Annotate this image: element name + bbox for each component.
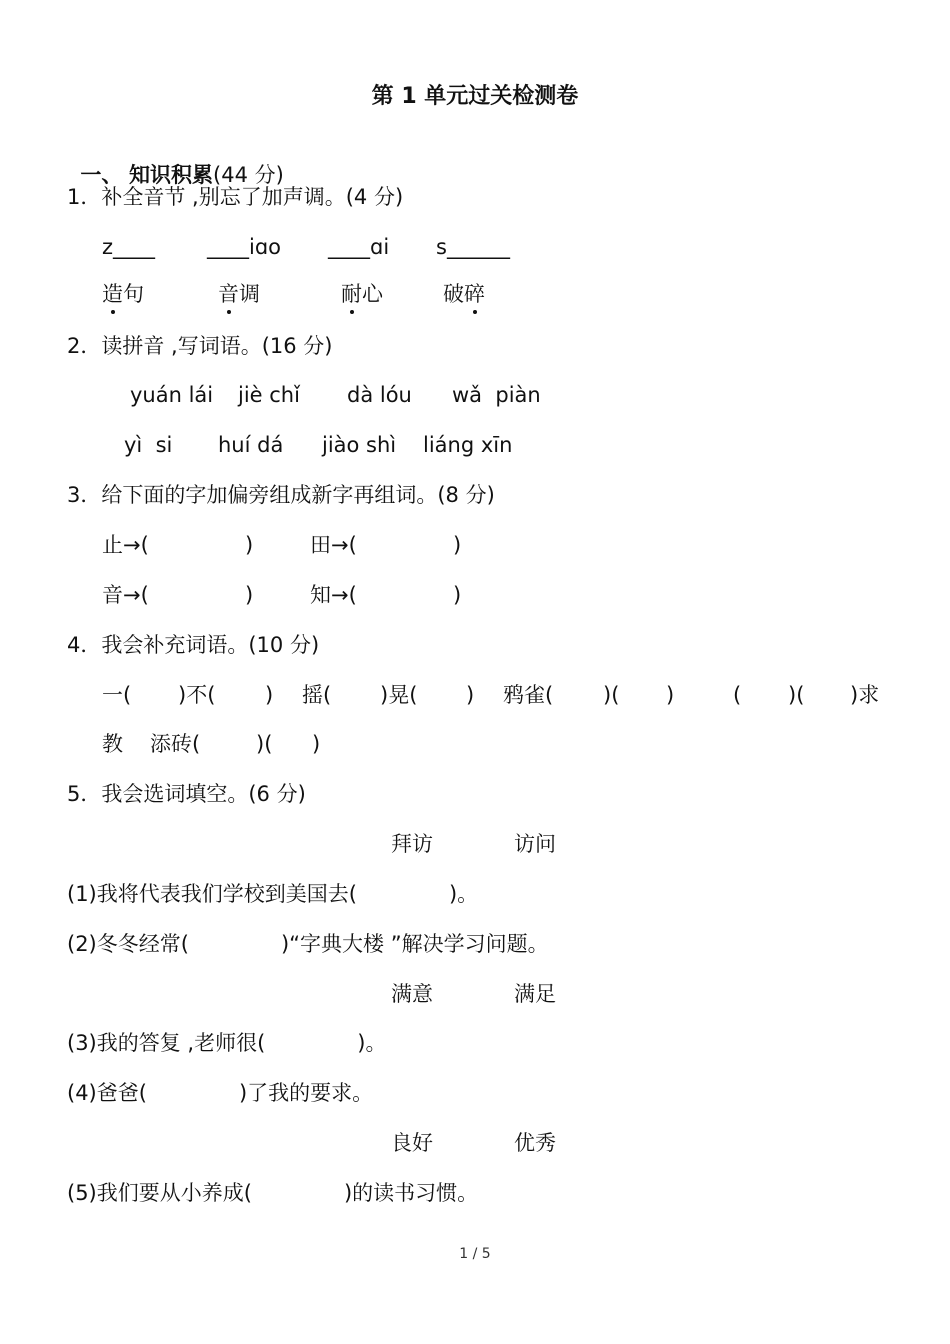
question-1-prompt: 1．补全音节 ,别忘了加声调。(4 分): [67, 185, 404, 209]
dotted-word: 造句: [102, 282, 144, 306]
pinyin-item: dà lóu: [347, 383, 412, 407]
fill-sentence: (4)爸爸( )了我的要求。: [67, 1081, 374, 1105]
syllable-blank: ____iɑo: [207, 235, 282, 259]
close-paren: ): [453, 583, 462, 607]
page-number: 1 / 5: [459, 1246, 491, 1262]
word-choice: 优秀: [514, 1131, 556, 1155]
pinyin-item: jiè chǐ: [238, 383, 300, 407]
word-choice: 拜访: [391, 832, 433, 856]
dotted-word: 破碎: [443, 282, 485, 306]
word-choice: 满意: [391, 982, 433, 1006]
dotted-word: 音调: [218, 282, 260, 306]
emphasis-dot-char: 碎: [464, 282, 485, 306]
close-paren: ): [245, 533, 254, 557]
syllable-blank: s______: [436, 235, 510, 259]
fill-sentence: (5)我们要从小养成( )的读书习惯。: [67, 1181, 479, 1205]
word-choice: 满足: [514, 982, 556, 1006]
radical-item: 田→(: [310, 533, 357, 557]
fill-sentence: (2)冬冬经常( )“字典大楼 ”解决学习问题。: [67, 932, 549, 956]
pinyin-item: yì si: [124, 433, 173, 457]
syllable-blank: ____ɑi: [328, 235, 390, 259]
word-choice: 良好: [391, 1131, 433, 1155]
idiom-fragment: )(: [256, 732, 273, 756]
idiom-fragment: 鸦雀(: [503, 683, 554, 707]
idiom-fragment: 教: [102, 732, 123, 756]
section-points: (44 分): [213, 163, 284, 187]
pinyin-item: yuán lái: [130, 383, 214, 407]
word-choice: 访问: [514, 832, 556, 856]
idiom-fragment: 摇(: [302, 683, 332, 707]
fill-sentence: (1)我将代表我们学校到美国去( )。: [67, 882, 479, 906]
close-paren: ): [453, 533, 462, 557]
question-4-prompt: 4．我会补充词语。(10 分): [67, 633, 320, 657]
page-title: 第 1 单元过关检测卷: [371, 84, 579, 109]
idiom-fragment: ): [466, 683, 475, 707]
idiom-fragment: ): [312, 732, 321, 756]
pinyin-item: liáng xīn: [423, 433, 513, 457]
section-name: 知识积累: [129, 163, 214, 187]
emphasis-dot-char: 音: [218, 282, 239, 306]
idiom-fragment: )晃(: [380, 683, 418, 707]
emphasis-dot-char: 造: [102, 282, 123, 306]
idiom-fragment: 添砖(: [150, 732, 201, 756]
idiom-fragment: )(: [788, 683, 805, 707]
idiom-fragment: 一(: [102, 683, 132, 707]
close-paren: ): [245, 583, 254, 607]
question-3-prompt: 3．给下面的字加偏旁组成新字再组词。(8 分): [67, 483, 495, 507]
pinyin-item: huí dá: [218, 433, 284, 457]
pinyin-item: jiào shì: [322, 433, 397, 457]
idiom-fragment: )不(: [178, 683, 216, 707]
idiom-fragment: )求: [850, 683, 880, 707]
radical-item: 知→(: [310, 583, 357, 607]
section-heading: [67, 133, 284, 189]
pinyin-item: wǎ piàn: [452, 383, 541, 407]
idiom-fragment: (: [733, 683, 742, 707]
idiom-fragment: )(: [603, 683, 620, 707]
dotted-word: 耐心: [341, 282, 383, 306]
emphasis-dot-char: 耐: [341, 282, 362, 306]
question-2-prompt: 2．读拼音 ,写词语。(16 分): [67, 334, 333, 358]
idiom-fragment: ): [666, 683, 675, 707]
syllable-blank: z____: [102, 235, 156, 259]
fill-sentence: (3)我的答复 ,老师很( )。: [67, 1031, 387, 1055]
radical-item: 止→(: [102, 533, 149, 557]
question-5-prompt: 5．我会选词填空。(6 分): [67, 782, 306, 806]
section-number: 一、: [80, 163, 123, 187]
idiom-fragment: ): [265, 683, 274, 707]
radical-item: 音→(: [102, 583, 149, 607]
